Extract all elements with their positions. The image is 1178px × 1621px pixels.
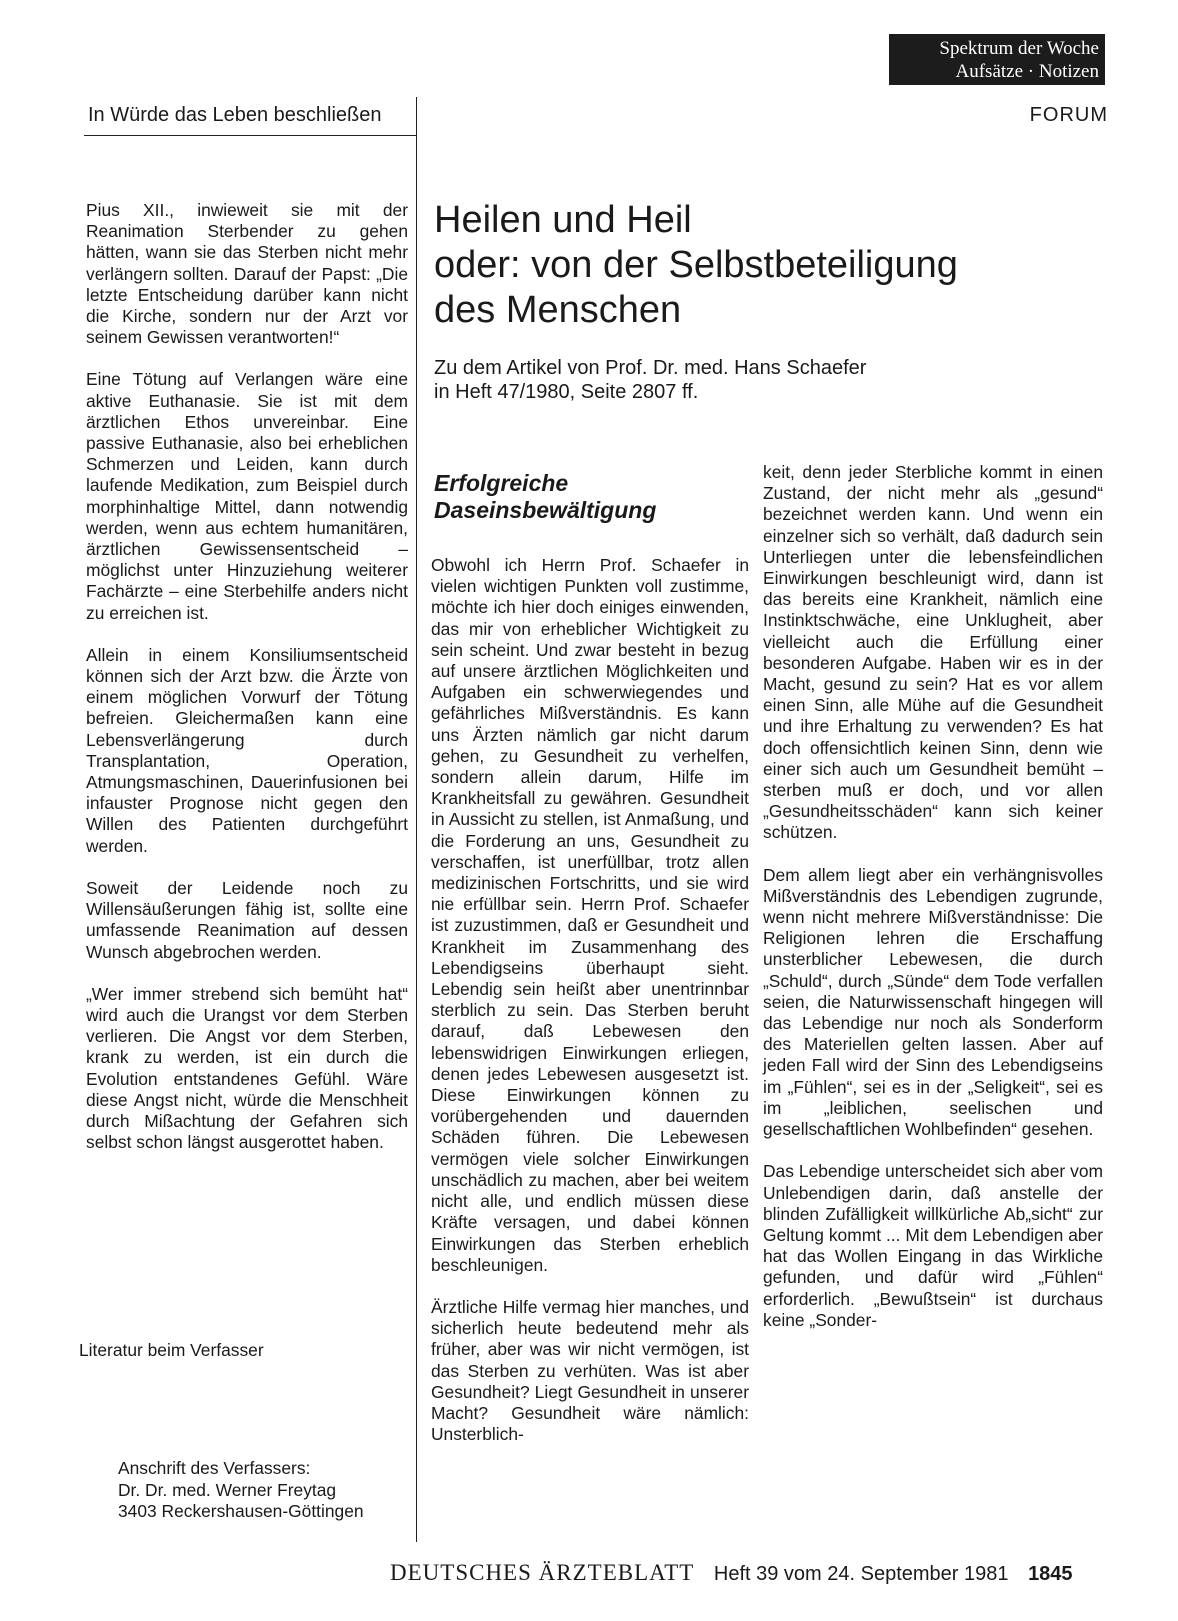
column-divider: [416, 97, 417, 1542]
badge-line-1: Spektrum der Woche: [939, 38, 1099, 59]
paragraph: Eine Tötung auf Verlangen wäre eine aktive Euthanasie. Sie ist mit dem ärztlichen Ethos unvereinbar. Eine passive Euthanasie, also bei erheblichen Schmerzen und Leiden, kann durch laufende Medikation, zum Beispiel durch morphinhaltige Mittel, dann notwendig werden, wenn aus echtem humanitären, ärztlichen Gewissensentscheid – möglichst unter Hinzuziehung weiterer Fachärzte – eine Sterbehilfe anders nicht zu erreichen ist.: [86, 369, 408, 623]
section-label: FORUM: [1029, 104, 1108, 126]
subheading-line: Daseinsbewältigung: [434, 497, 657, 523]
running-title: In Würde das Leben beschließen: [88, 104, 382, 126]
paragraph: Obwohl ich Herrn Prof. Schaefer in vielen wichtigen Punkten voll zustimme, möchte ich hier doch einiges einwenden, das mir von erheblicher Wichtigkeit zu sein scheint. Und zwar besteht in bezug auf unsere ärztlichen Möglichkeiten und Aufgaben ein schwerwiegendes und gefährliches Mißverständnis. Es kann uns Ärzten nämlich gar nicht darum gehen, zu Gesundheit zu verhelfen, sondern allein darum, Hilfe im Krankheitsfall zu gewähren. Gesundheit in Aussicht zu stellen, ist Anmaßung, und die Forderung an uns, Gesundheit zu verschaffen, ist unerfüllbar, trotz allen medizinischen Fortschritts, und sie wird nie erfüllbar sein. Herrn Prof. Schaefer ist zuzustimmen, daß er Gesundheit und Krankheit im Zusammenhang des Lebendigseins überhaupt sieht. Lebendig sein heißt aber unentrinnbar sterblich zu sein. Das Sterben beruht darauf, daß Lebewesen den lebenswidrigen Einwirkungen erliegen, denen jedes Lebewesen ausgesetzt ist. Diese Einwirkungen können zu vorübergehenden und dauernden Schäden führen. Die Lebewesen vermögen viele solcher Einwirkungen unschädlich zu machen, aber bei weitem nicht alle, und endlich müssen diese Kräfte versagen, und dabei können Einwirkungen das Sterben erheblich beschleunigen.: [431, 555, 749, 1275]
address-line: 3403 Reckershausen-Göttingen: [118, 1501, 364, 1521]
right-column: [763, 462, 1103, 1352]
middle-column: [431, 555, 749, 1466]
subheading-line: Erfolgreiche: [434, 470, 569, 496]
issue-info: Heft 39 vom 24. September 1981: [713, 1563, 1009, 1585]
reference-line: in Heft 47/1980, Seite 2807 ff.: [434, 381, 699, 403]
paragraph: Pius XII., inwieweit sie mit der Reanimation Sterbender zu gehen hätten, wann sie das Sterben nicht mehr verlängern sollten. Darauf der Papst: „Die letzte Entscheidung darüber kann nicht die Kirche, sondern nur der Arzt vor seinem Gewissen verantworten!“: [86, 200, 408, 348]
headline-line: oder: von der Selbstbeteiligung: [434, 244, 958, 286]
page-footer: [390, 1560, 1105, 1586]
journal-name: DEUTSCHES ÄRZTEBLATT: [390, 1560, 695, 1585]
badge-line-2: Aufsätze · Notizen: [955, 61, 1099, 82]
address-line: Anschrift des Verfassers:: [118, 1458, 311, 1478]
headline-line: Heilen und Heil: [434, 199, 692, 241]
paragraph: keit, denn jeder Sterbliche kommt in einen Zustand, der nicht mehr als „gesund“ bezeichnet werden kann. Und wenn ein einzelner sich so verhält, daß dadurch sein Unterliegen unter die lebensfeindlichen Einwirkungen beschleunigt wird, dann ist das bereits eine Krankheit, nämlich eine Instinktschwäche, eine Unklugheit, aber vielleicht auch die Erfüllung einer besonderen Aufgabe. Haben wir es in der Macht, gesund zu sein? Hat es vor allem einen Sinn, alle Mühe auf die Gesundheit und ihre Erhaltung zu verwenden? Es hat doch offensichtlich keinen Sinn, denn wie einer sich auch um Gesundheit bemüht – sterben muß er doch, und vor allen „Gesundheitsschäden“ kann sich keiner schützen.: [763, 462, 1103, 843]
author-address: [118, 1458, 364, 1523]
paragraph: Ärztliche Hilfe vermag hier manches, und sicherlich heute bedeutend mehr als früher, aber was wir nicht vermögen, ist das Sterben zu verhüten. Was ist aber Gesundheit? Liegt Gesundheit in unserer Macht? Gesundheit wäre nämlich: Unsterblich-: [431, 1296, 749, 1445]
article-headline: [434, 198, 1114, 333]
article-reference: [434, 356, 994, 404]
section-badge: [889, 34, 1105, 85]
address-line: Dr. Dr. med. Werner Freytag: [118, 1479, 337, 1500]
reference-line: Zu dem Artikel von Prof. Dr. med. Hans Schaefer: [434, 357, 867, 379]
header-divider: [84, 135, 416, 136]
left-column: [86, 200, 408, 1174]
paragraph: Allein in einem Konsiliumsentscheid können sich der Arzt bzw. die Ärzte von einem möglichen Vorwurf der Tötung befreien. Gleichermaßen kann eine Lebensverlängerung durch Transplantation, Operation, Atmungsmaschinen, Dauerinfusionen bei infauster Prognose nicht gegen den Willen des Patienten durchgeführt werden.: [86, 644, 408, 856]
paragraph: Das Lebendige unterscheidet sich aber vom Unlebendigen darin, daß anstelle der blinden Zufälligkeit willkürliche Ab„sicht“ zur Geltung kommt ... Mit dem Lebendigen aber hat das Wollen Eingang in das Wirkliche gefunden, und dafür wird „Fühlen“ erforderlich. „Bewußtsein“ ist durchaus keine „Sonder-: [763, 1161, 1103, 1330]
article-subheading: [434, 470, 754, 524]
literature-note: Literatur beim Verfasser: [79, 1340, 264, 1360]
paragraph: Dem allem liegt aber ein verhängnisvolles Mißverständnis des Lebendigen zugrunde, wenn nicht mehrere Mißverständnisse: Die Religionen lehren die Erschaffung unsterblicher Lebewesen, die durch „Schuld“, durch „Sünde“ dem Tode verfallen seien, die Naturwissenschaft hingegen will das Lebendige nur noch als Sonderform des Materiellen gelten lassen. Aber auf jeden Fall wird der Sinn des Lebendigseins im „Fühlen“, sei es in der „Seligkeit“, sei es im „leiblichen, seelischen und gesellschaftlichen Wohlbefinden“ gesehen.: [763, 864, 1103, 1140]
headline-line: des Menschen: [434, 289, 682, 331]
paragraph: Soweit der Leidende noch zu Willensäußerungen fähig ist, sollte eine umfassende Reanimation auf dessen Wunsch abgebrochen werden.: [86, 877, 408, 962]
page-number: 1845: [1028, 1563, 1073, 1585]
paragraph: „Wer immer strebend sich bemüht hat“ wird auch die Urangst vor dem Sterben verlieren. Die Angst vor dem Sterben, krank zu werden, ist ein durch die Evolution entstandenes Gefühl. Wäre diese Angst nicht, würde die Menschheit durch Mißachtung der Gefahren sich selbst schon längst ausgerottet haben.: [86, 983, 408, 1153]
